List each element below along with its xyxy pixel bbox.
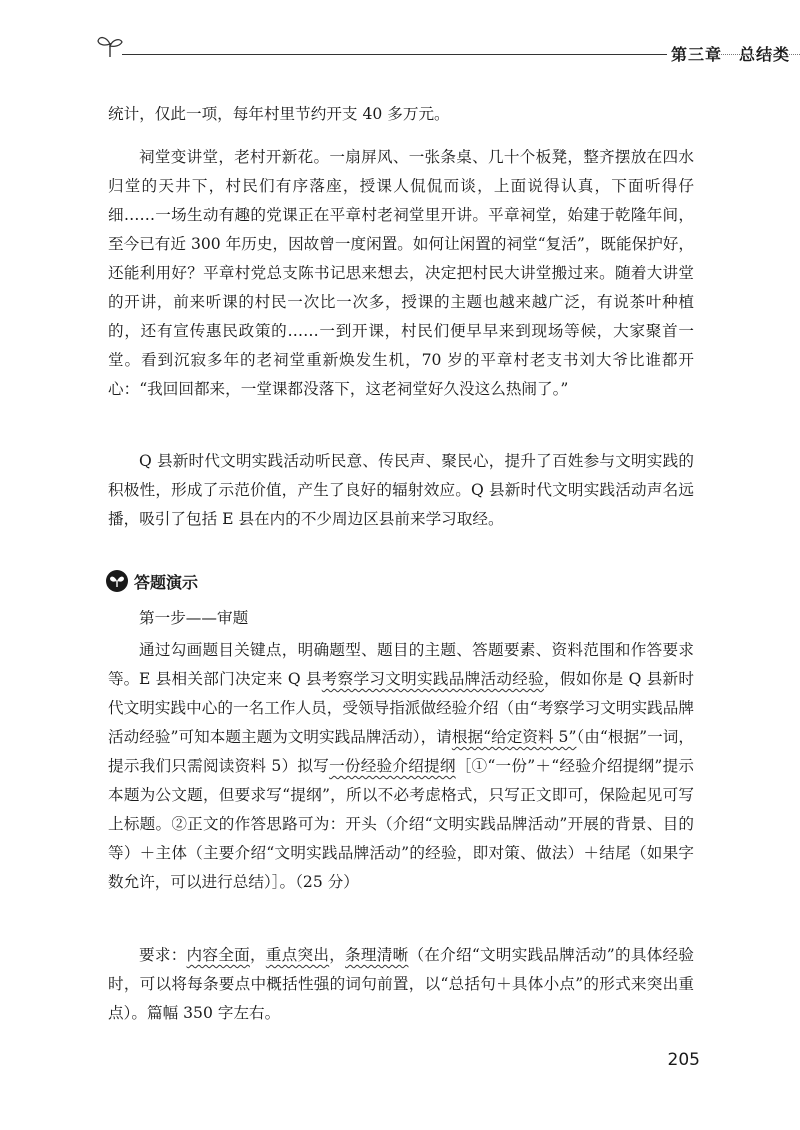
leaf-badge-icon [106,570,128,592]
key-phrase-topic: 考察学习文明实践品牌活动经验 [321,670,545,688]
question-text: ，假如你是 Q 县新时代文明实践中心的一名工作人员，受领导指派做经验介绍（由“考察学习文明实践品牌活动经验”可知本题主题为文明实践品牌活动），请 [108,670,694,746]
step-heading: 第一步——审题 [139,609,249,627]
requirement-text: ， [249,946,266,964]
requirement-text: 要求： [139,946,187,964]
key-phrase-complete: 内容全面 [186,946,250,964]
chapter-title: 第三章 总结类 [671,45,791,64]
paragraph-2: 祠堂变讲堂，老村开新花。一扇屏风、一张条桌、几十个板凳，整齐摆放在四水归堂的天井下，村民们有序落座，授课人侃侃而谈，上面说得认真，下面听得仔细……一场生动有趣的党课正在平章村老祠堂里开讲。平章祠堂，始建于乾隆年间，至今已有近 300 年历史，因故曾一度闲置。如何让闲置的祠堂“复活”，既能保护好，还能利用好？平章村党总支陈书记思来想去，决定把村民大讲堂搬过来。随着大讲堂的开讲，前来听课的村民一次比一次多，授课的主题也越来越广泛，有说茶叶种植的，还有宣传惠民政策的……一到开课，村民们便早早来到现场等候，大家聚首一堂。看到沉寂多年的老祠堂重新焕发生机，70 岁的平章村老支书刘大爷比谁都开心：“我回回都来，一堂课都没落下，这老祠堂好久没这么热闹了。” [108,148,694,398]
section-heading [106,567,198,595]
paragraph-1: 统计，仅此一项，每年村里节约开支 40 多万元。 [108,105,450,123]
key-phrase-material: 根据“给定资料 5” [451,728,577,746]
key-phrase-focus: 重点突出 [265,946,330,964]
requirement-paragraph [108,941,694,1028]
key-phrase-clear: 条理清晰 [345,946,409,964]
page-number: 205 [667,1050,700,1070]
question-text: ［①“一份”＋“经验介绍提纲”提示本题为公文题，但要求写“提纲”，所以不必考虑格式，只写正文即可，保险起见可写上标题。②正文的作答思路可为：开头（介绍“文明实践品牌活动”开展的背景、目的等）＋主体（主要介绍“文明实践品牌活动”的经验，即对策、做法）＋结尾（如果字数允许，可以进行总结）］。（25 分） [108,757,694,891]
header-dotted-rule [716,54,800,55]
requirement-text: （在介绍“文明实践品牌活动”的具体经验时，可以将每条要点中概括性强的词句前置，以“总括句＋具体小点”的形式来突出重点）。篇幅 350 字左右。 [108,946,694,1022]
question-text: （由“根据”一词，提示我们只需阅读资料 5）拟写 [108,728,694,775]
sprout-icon [96,34,124,58]
analysis-intro: 通过勾画题目关键点，明确题型、题目的主题、答题要素、资料范围和作答要求等。 [108,641,694,688]
key-phrase-task: 一份经验介绍提纲 [329,757,456,775]
header-rule [122,54,667,55]
page-header [96,30,791,70]
paragraph-3: Q 县新时代文明实践活动听民意、传民声、聚民心，提升了百姓参与文明实践的积极性，形成了示范价值，产生了良好的辐射效应。Q 县新时代文明实践活动声名远播，吸引了包括 E 县在内的不少周边区县前来学习取经。 [108,452,694,528]
section-title: 答题演示 [134,572,199,592]
requirement-text: ， [329,946,346,964]
question-text: E 县相关部门决定来 Q 县 [139,670,322,688]
question-paragraph [108,665,694,897]
